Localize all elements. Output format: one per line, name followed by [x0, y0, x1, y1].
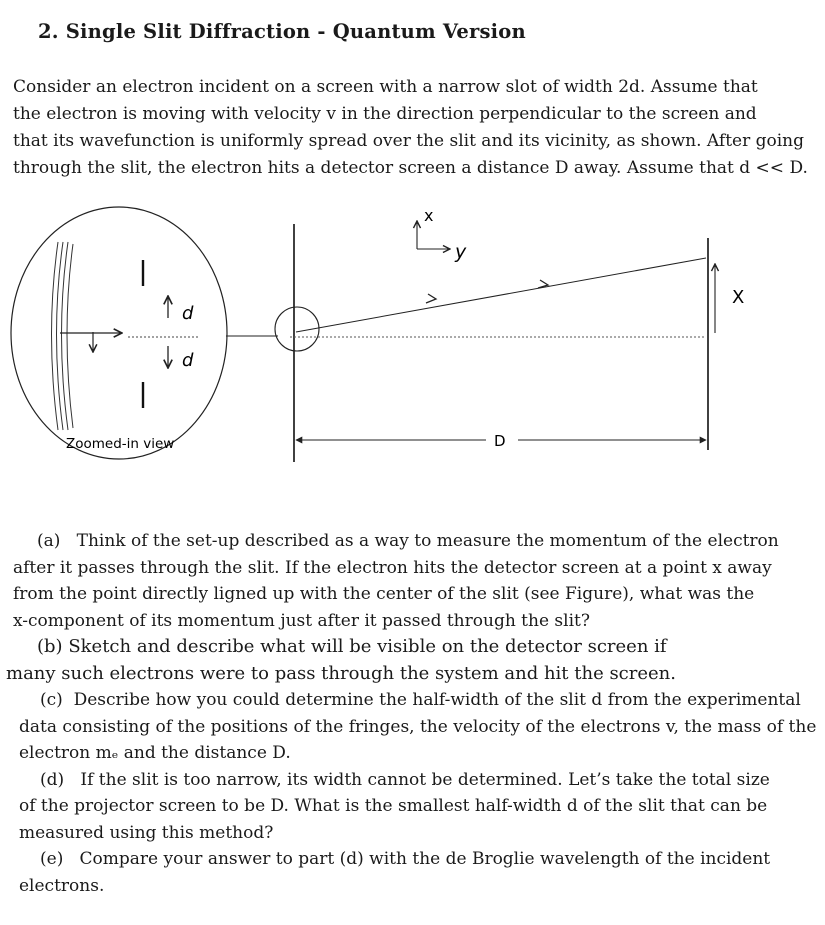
- part-b-text: Sketch and describe what will be visible on the detector screen if: [68, 636, 667, 657]
- problem-intro: [13, 74, 809, 182]
- part-d-line: [0, 767, 825, 794]
- wavefront-lines: [52, 242, 74, 430]
- label-d-lower: d: [182, 350, 194, 371]
- part-d-label: (d): [40, 769, 65, 790]
- axis-y-top: y: [455, 241, 467, 263]
- problem-title: 2. Single Slit Diffraction - Quantum Version: [38, 20, 526, 43]
- part-a-text: Think of the set-up described as a way to measure the momentum of the electron: [76, 531, 779, 551]
- part-a-line: x-component of its momentum just after it passed through the slit?: [13, 610, 590, 631]
- intro-line: Consider an electron incident on a screen with a narrow slot of width 2d. Assume that: [13, 77, 758, 97]
- part-c-line: electron mₑ and the distance D.: [19, 743, 291, 763]
- part-c-line: [0, 687, 825, 714]
- part-a-label: (a): [37, 531, 61, 551]
- intro-line: through the slit, the electron hits a detector screen a distance D away. Assume that d << D.: [13, 158, 808, 178]
- intro-line: that its wavefunction is uniformly spread over the slit and its vicinity, as shown. After going: [13, 131, 804, 151]
- part-e-line: electrons.: [19, 875, 105, 896]
- question-parts: [0, 528, 825, 899]
- part-a-line: [0, 528, 825, 555]
- zoom-caption: Zoomed-in view: [66, 436, 175, 452]
- part-a-line: after it passes through the slit. If the electron hits the detector screen at a point x away: [13, 557, 772, 578]
- trajectory-arrow-1: [426, 294, 436, 303]
- part-e-line: [0, 846, 825, 873]
- part-c-label: (c): [40, 690, 63, 710]
- part-e-label: (e): [40, 849, 64, 869]
- part-c-text: Describe how you could determine the half-width of the slit d from the experimental: [73, 690, 801, 710]
- part-d-line: measured using this method?: [19, 822, 274, 843]
- intro-line: the electron is moving with velocity v in the direction perpendicular to the screen and: [13, 104, 757, 124]
- axis-x-right: X: [732, 287, 745, 308]
- part-d-text: If the slit is too narrow, its width cannot be determined. Let’s take the total size: [80, 769, 770, 790]
- axis-x-top: x: [424, 206, 434, 225]
- part-d-line: of the projector screen to be D. What is the smallest half-width d of the slit that can be: [19, 796, 768, 816]
- part-b-line: [0, 634, 825, 661]
- part-b-label: (b): [37, 636, 63, 657]
- distance-label: D: [494, 432, 506, 450]
- slit-diagram: [0, 200, 825, 490]
- label-d-upper: d: [182, 303, 194, 324]
- part-b-line: many such electrons were to pass through the system and hit the screen.: [6, 662, 676, 684]
- part-a-line: from the point directly ligned up with the center of the slit (see Figure), what was the: [13, 584, 755, 604]
- part-e-text: Compare your answer to part (d) with the de Broglie wavelength of the incident: [79, 849, 771, 869]
- trajectory-line: [296, 258, 706, 332]
- part-c-line: data consisting of the positions of the fringes, the velocity of the electrons v, the mass of the: [19, 716, 817, 737]
